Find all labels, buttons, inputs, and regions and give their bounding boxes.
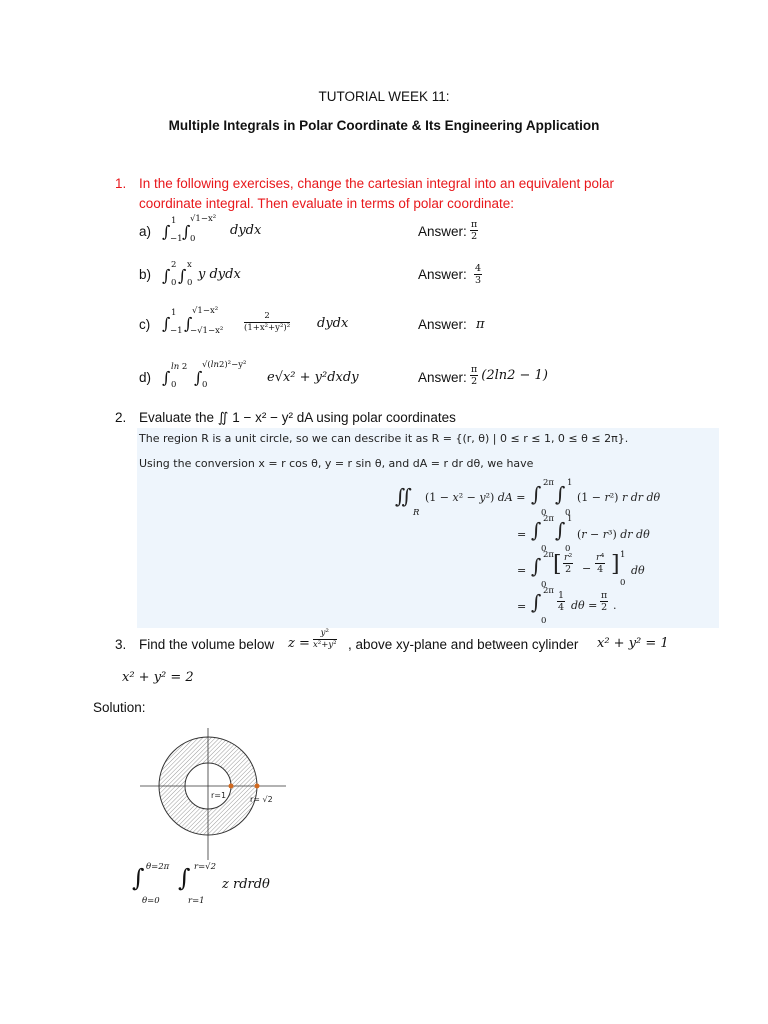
q1c-answer: π: [476, 317, 485, 332]
q3-cylinder-2: x² + y² = 2: [122, 670, 194, 685]
q1b-integral: ∫ 2 0 ∫ x 0 y dydx: [162, 260, 241, 288]
solution-label: Solution:: [93, 700, 146, 715]
q3-cylinder-1: x² + y² = 1: [597, 636, 669, 651]
annulus-diagram: [140, 728, 290, 868]
q2-solution-panel: [137, 428, 719, 628]
q1a-integral: ∫ 1 −1 ∫ √1−x² 0 dydx: [162, 214, 262, 244]
q1a-answer: $\frac{\pi}{2}$: [471, 219, 478, 242]
q1-text-line1: In the following exercises, change the cartesian integral into an equivalent polar: [139, 176, 615, 191]
document-title: TUTORIAL WEEK 11:: [318, 89, 450, 104]
q1b-answer-label: Answer:: [418, 267, 467, 282]
label-r2: r= √2: [250, 795, 273, 804]
q1d-integral: ∫ ln 2 0 ∫ √(ln2)²−y² 0 e√x² + y²dxdy: [162, 360, 359, 390]
q2-text: Evaluate the ∬ 1 − x² − y² dA using polar coordinates: [139, 410, 456, 425]
q1c-integral: ∫ 1 −1 ∫ √1−x² −√1−x² $\frac{2}{\text{(1+x²+y²)²}}$ dydx: [162, 306, 349, 336]
q1d-answer-label: Answer:: [418, 370, 467, 385]
q1a-label: a): [139, 224, 152, 239]
q2-solution-line2: Using the conversion x = r cos θ, y = r sin θ, and dA = r dr dθ, we have: [139, 457, 534, 470]
q3-number: 3.: [115, 637, 127, 652]
q1b-label: b): [139, 267, 152, 282]
q3-integral: ∫ θ=2π θ=0 ∫ r=√2 r=1 z rdrdθ: [132, 862, 270, 906]
q1a-answer-label: Answer:: [418, 224, 467, 239]
q1d-answer: $\frac{\pi}{2}$ (2ln2 − 1): [471, 364, 548, 387]
point-r1: [229, 784, 234, 789]
q2-solution-line1: The region R is a unit circle, so we can describe it as R = {(r, θ) | 0 ≤ r ≤ 1, 0 ≤ θ ≤ 2π}.: [139, 432, 629, 445]
q1d-label: d): [139, 370, 152, 385]
q1b-answer: $\frac{4}{3}$: [475, 263, 482, 286]
q2-derivation: ∬ R (1 − x² − y²) dA = ∫ 2π 0 ∫ 1 0 (1 − r²) r dr dθ = ∫ 2π 0 ∫ 1 0 (r − r³) dr dθ = ∫ 2π 0 [ $\frac{\text{r²}}{2}$ − $\frac{\text{r⁴}}{4}$ ] 1 0 dθ = ∫ 2π 0 $\frac{1}{4}$ dθ = $\frac{\pi}{2}$ .: [395, 478, 661, 626]
q3-text-post: , above xy-plane and between cylinder: [348, 637, 579, 652]
document-subtitle: Multiple Integrals in Polar Coordinate & Its Engineering Application: [168, 118, 600, 133]
q1-number: 1.: [115, 176, 127, 191]
label-r1: r=1: [211, 791, 227, 800]
q3-text-pre: Find the volume below: [139, 637, 275, 652]
q1c-answer-label: Answer:: [418, 317, 467, 332]
q1-text-line2: coordinate integral. Then evaluate in terms of polar coordinate:: [139, 196, 514, 211]
q3-z-function: z = $\frac{\text{y²}}{\text{x²+y²}}$: [288, 628, 337, 651]
point-r2: [255, 784, 260, 789]
q1c-label: c): [139, 317, 151, 332]
q2-number: 2.: [115, 410, 127, 425]
